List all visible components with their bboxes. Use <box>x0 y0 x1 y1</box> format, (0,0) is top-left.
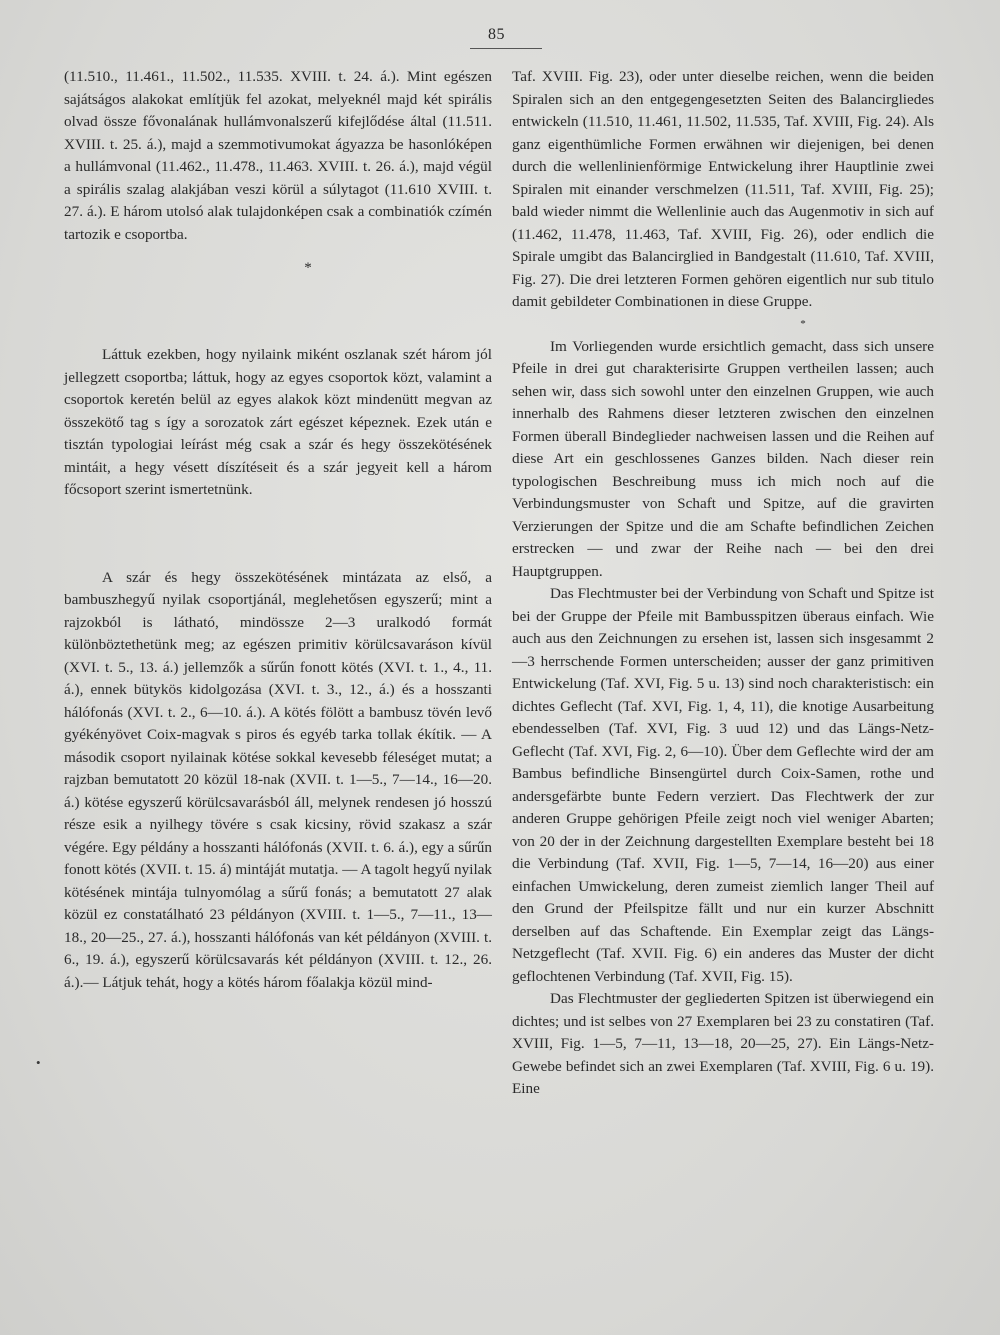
de-paragraph-1: Taf. XVIII. Fig. 23), oder unter dieselbe reichen, wenn die beiden Spiralen sich an den entgegengesetzten Seiten des Balancirgliedes entwickeln (11.510, 11.461, 11.502, 11.535, Taf. XVIII, Fig. 24). Als ganz eigenthümliche Formen erwähnen wir diejenigen, bei denen durch die wellenlinienförmige Entwickelung ihrer Hauptlinie zwei Spiralen mit einander verschmelzen (11.511, Taf. XVIII, Fig. 25); bald wieder nimmt die Wellenlinie auch das Augenmotiv in sich auf (11.462, 11.478, 11.463, Taf. XVIII, Fig. 26), oder endlich die Spirale umgibt das Balancirglied in Bandgestalt (11.610, Taf. XVIII, Fig. 27). Die drei letzteren Formen gehören eigentlich nur sub titulo damit gebildeter Combinationen in diese Gruppe. <box>512 68 934 310</box>
section-asterisk-right: * <box>800 317 806 330</box>
section-asterisk-left: * <box>304 260 312 276</box>
de-paragraph-4: Das Flechtmuster der gegliederten Spitzen ist überwiegend ein dichtes; und ist selbes von 27 Exemplaren bei 23 zu constatiren (Taf. XVIII, Fig. 1—5, 7—11, 13—18, 20—25, 27). Ein Längs-Netz-Gewebe befindet sich an zwei Exemplaren (Taf. XVIII, Fig. 6 u. 19). Eine <box>512 990 934 1097</box>
header-rule <box>470 48 542 49</box>
german-column <box>512 66 934 1101</box>
hu-paragraph-3: A szár és hegy összekötésének mintázata az első, a bambuszhegyű nyilak csoportjánál, meglehetősen egyszerű; mint a rajzokból is látható, mindössze 2—3 uralkodó formát különböztethetünk meg; az egészen primitiv körülcsavaráson kívül (XVI. t. 5., 13. á.) jellemzők a sűrűn fonott kötés (XVI. t. 1., 4., 11. á.), ennek bütykös kidolgozása (XVI. t. 3., 12., á.) és a hosszanti hálófonás (XVI. t. 2., 6—10. á.). A kötés fölött a bambusz tövén levő gyékényövet Coix-magvak s piros és egyéb tarka tollak ékítik. — A második csoport nyilainak kötése sokkal kevesebb féleséget mutat; a rajzban bemutatott 20 közül 18-nak (XVII. t. 1—5., 7—14., 16—20. á.) kötése egyszerű körülcsavarásból áll, melynek rendesen jó hosszú része esik a nyilhegy tövére s csak kicsiny, rövid szakasz a szár végére. Egy példány a hosszanti hálófonás (XVII. t. 6. á.), egy a sűrűn fonott kötés (XVII. t. 15. á) mintáját mutatja. — A tagolt hegyű nyilak kötésének mintája tulnyomólag a sűrű fonás; a bemutatott 27 alak közül ez constatálható 23 példányon (XVIII. t. 1—5., 7—11., 13—18., 20—25., 27. á.), hosszanti hálófonás van két példányon (XVIII. t. 6., 19. á.), egyszerű körülcsavarás két példányon (XVIII. t. 12., 26. á.).— Látjuk tehát, hogy a kötés három főalakja közül mind- <box>64 568 492 991</box>
hungarian-column <box>64 66 492 994</box>
de-paragraph-2: Im Vorliegenden wurde ersichtlich gemacht, dass sich unsere Pfeile in drei gut charakterisirte Gruppen vertheilen lassen; auch sehen wir, dass sich sowohl unter den einzelnen Gruppen, wie auch innerhalb des Rahmens dieser letzteren zwischen den einzelnen Formen überall Bindeglieder nachweisen lassen und die Reihen auf diese Art ein geschlossenes Ganzes bilden. Nach dieser rein typologischen Beschreibung muss ich mich noch auf die Verbindungsmuster von Schaft und Spitze, auf die gravirten Verzierungen der Spitze und die am Schafte befindlichen Zeichen erstrecken — und zwar der Reihe nach — bei den drei Hauptgruppen. <box>512 337 934 580</box>
page-number: 85 <box>488 26 505 43</box>
hu-paragraph-2: Láttuk ezekben, hogy nyilaink miként oszlanak szét három jól jellegzett csoportba; láttuk, hogy az egyes csoportok közt, valamint a csoportok keretén belül az egyes alakok közt mindenütt megvan az összekötő tag s így a sorozatok zárt egészet képeznek. Ezek után e tisztán typologiai leírást még csak a szár és hegy összekötésének mintáit, a hegy vésett díszítéseit és a szár jegyeit kell a három főcsoport szerint ismertetnünk. <box>64 346 492 498</box>
margin-mark: • <box>36 1055 41 1070</box>
de-paragraph-3: Das Flechtmuster bei der Verbindung von Schaft und Spitze ist bei der Gruppe der Pfeile mit Bambusspitzen überaus einfach. Wie auch aus den Zeichnungen zu ersehen ist, lassen sich insgesammt 2—3 herrschende Formen unterscheiden; ausser der ganz primitiven Entwickelung (Taf. XVI, Fig. 5 u. 13) sind noch charakteristisch: ein dichtes Geflecht (Taf. XVI, Fig. 1, 4, 11), die knotige Ausarbeitung ebendesselben (Taf. XVI, Fig. 3 uud 12) und das Längs-Netz-Geflecht (Taf. XVI, Fig. 2, 6—10). Über dem Geflechte wird der am Bambus befindliche Binsengürtel durch Coix-Samen, rothe und andersgefärbte bunte Federn verziert. Das Flechtwerk der zur anderen Gruppe gehörigen Pfeile zeigt noch viel weniger Abarten; von 20 der in der Zeichnung dargestellten Exemplare besteht bei 18 die Verbindung (Taf. XVII, Fig. 1—5, 7—14, 16—20) aus einer einfachen Umwickelung, deren zumeist ziemlich langer Theil auf den Grund der Pfeilspitze fällt und nur ein kurzer Abschnitt derselben auf das Schaftende. Ein Exemplar zeigt das Längs-Netzgeflecht (Taf. XVII. Fig. 6) ein anderes das Muster der dicht geflochtenen Verbindung (Taf. XVII, Fig. 15). <box>512 585 934 985</box>
hu-paragraph-1: (11.510., 11.461., 11.502., 11.535. XVIII. t. 24. á.). Mint egészen sajátságos alakokat említjük fel azokat, melyeknél majd két spirális olvad össze fővonalának hullámvonalszerű kifejlődése által (11.511. XVIII. t. 25. á.), majd a szemmotivumokat ágyazza be hasonlóképen a hullámvonal (11.462., 11.478., 11.463. XVIII. t. 26. á.), majd végül a spirális szalag alakjában veszi körül a súlytagot (11.610 XVIII. t. 27. á.). E három utolsó alak tulajdonképen csak a combinatiók czímén tartozik e csoportba. <box>64 68 492 243</box>
